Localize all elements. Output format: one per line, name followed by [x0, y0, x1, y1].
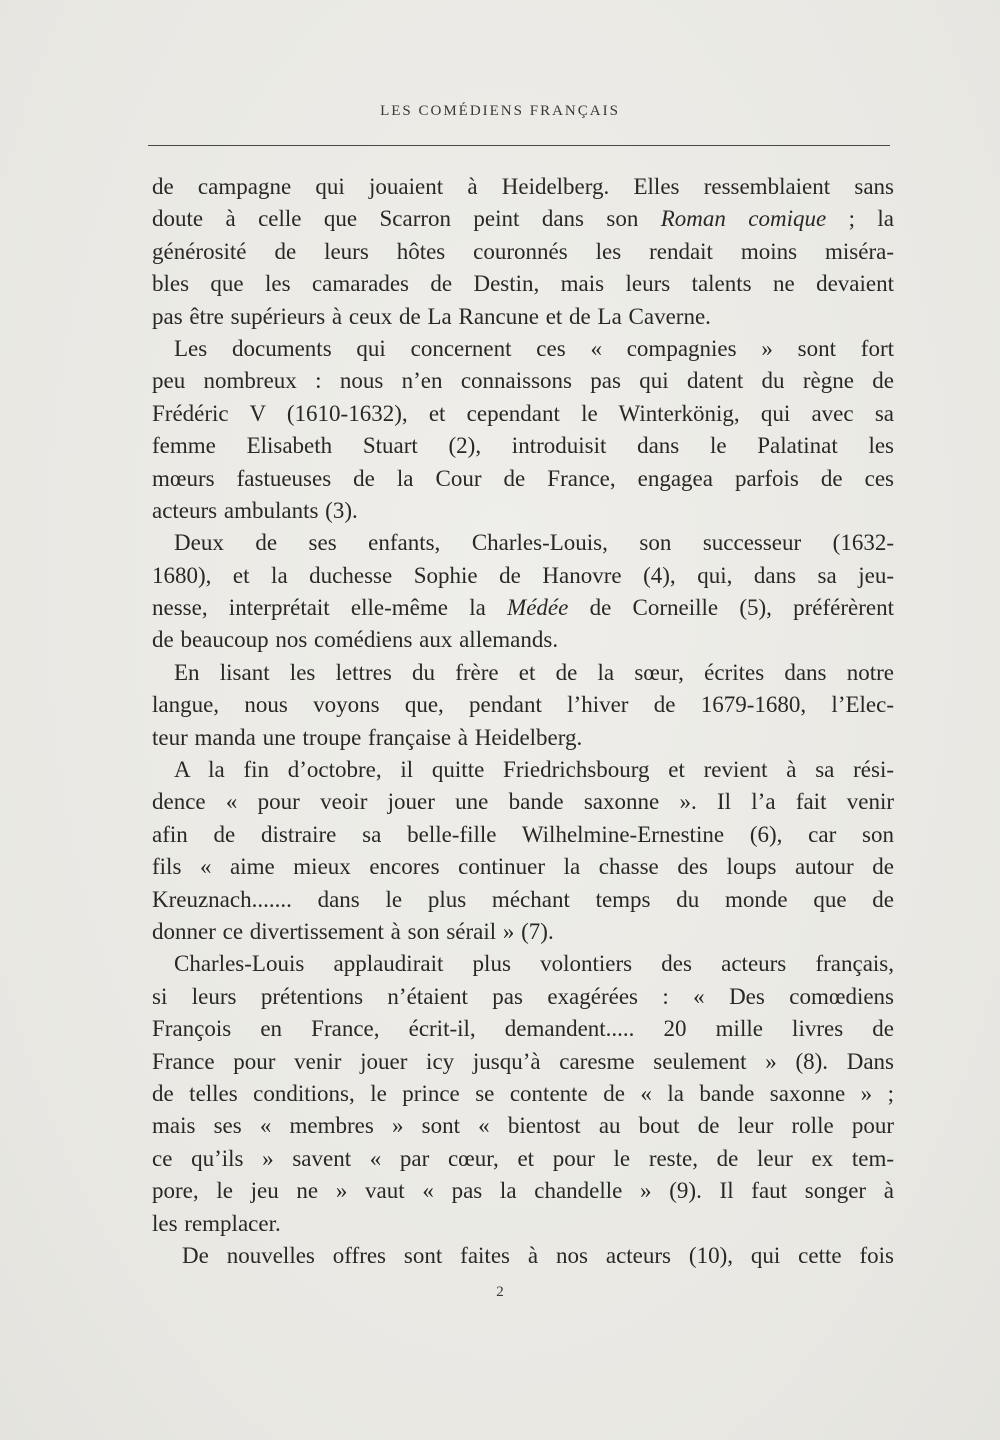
- running-head: LES COMÉDIENS FRANÇAIS: [380, 103, 620, 119]
- text-line: En lisant les lettres du frère et de la sœur, écrites dans notre: [174, 659, 894, 685]
- text-line: [152, 203, 894, 235]
- text-line-segment: de Corneille (5), préférèrent: [568, 595, 894, 621]
- text-line: ce qu’ils » savent « par cœur, et pour le reste, de leur ex tem-: [152, 1145, 894, 1171]
- text-line: pore, le jeu ne » vaut « pas la chandelle » (9). Il faut songer à: [152, 1178, 894, 1204]
- text-line: pas être supérieurs à ceux de La Rancune et de La Caverne.: [152, 303, 711, 329]
- text-line: afin de distraire sa belle-fille Wilhelmine-Ernestine (6), car son: [152, 821, 894, 847]
- text-line: générosité de leurs hôtes couronnés les rendait moins miséra-: [152, 238, 894, 264]
- play-title-medee: Médée: [507, 595, 569, 621]
- header-rule: [148, 145, 890, 146]
- book-title-roman-comique: Roman comique: [660, 206, 827, 232]
- text-line: de telles conditions, le prince se contente de « la bande saxonne » ;: [152, 1080, 894, 1106]
- text-line: mœurs fastueuses de la Cour de France, engagea parfois de ces: [152, 465, 894, 491]
- text-line: France pour venir jouer icy jusqu’à caresme seulement » (8). Dans: [152, 1048, 894, 1074]
- text-line: bles que les camarades de Destin, mais leurs talents ne devaient: [152, 271, 894, 297]
- text-line: A la fin d’octobre, il quitte Friedrichsbourg et revient à sa rési-: [174, 757, 894, 783]
- text-line: femme Elisabeth Stuart (2), introduisit dans le Palatinat les: [152, 433, 894, 459]
- text-line: langue, nous voyons que, pendant l’hiver de 1679-1680, l’Elec-: [152, 692, 894, 718]
- text-line: les remplacer.: [152, 1210, 281, 1236]
- page-number: 2: [496, 1284, 504, 1300]
- text-line: 1680), et la duchesse Sophie de Hanovre (4), qui, dans sa jeu-: [152, 562, 894, 588]
- text-line: acteurs ambulants (3).: [152, 497, 358, 523]
- text-line: de campagne qui jouaient à Heidelberg. Elles ressemblaient sans: [152, 174, 894, 199]
- text-line: Frédéric V (1610-1632), et cependant le Winterkönig, qui avec sa: [152, 400, 894, 426]
- text-line: Les documents qui concernent ces « compagnies » sont fort: [174, 335, 894, 361]
- text-line: Kreuznach....... dans le plus méchant temps du monde que de: [152, 886, 894, 912]
- text-line: Charles-Louis applaudirait plus volontiers des acteurs français,: [174, 951, 894, 977]
- text-line-segment: nesse, interprétait elle-même la: [152, 595, 508, 621]
- text-line: [152, 592, 894, 624]
- text-line: fils « aime mieux encores continuer la chasse des loups autour de: [152, 854, 894, 880]
- text-line: François en France, écrit-il, demandent..... 20 mille livres de: [152, 1016, 894, 1042]
- text-line: de beaucoup nos comédiens aux allemands.: [152, 627, 559, 653]
- text-line: si leurs prétentions n’étaient pas exagérées : « Des comœdiens: [152, 983, 894, 1009]
- text-line: Deux de ses enfants, Charles-Louis, son successeur (1632-: [174, 530, 894, 556]
- text-line: dence « pour veoir jouer une bande saxonne ». Il l’a fait venir: [152, 789, 894, 815]
- text-line-segment: ; la: [826, 206, 895, 232]
- text-line: De nouvelles offres sont faites à nos acteurs (10), qui cette fois: [182, 1242, 894, 1268]
- text-line: donner ce divertissement à son sérail » (7).: [152, 918, 554, 944]
- text-line-segment: doute à celle que Scarron peint dans son: [152, 206, 661, 232]
- body-text: [152, 171, 894, 1272]
- text-line: mais ses « membres » sont « bientost au bout de leur rolle pour: [152, 1113, 894, 1139]
- text-line: peu nombreux : nous n’en connaissons pas qui datent du règne de: [152, 368, 894, 394]
- text-line: teur manda une troupe française à Heidelberg.: [152, 724, 583, 750]
